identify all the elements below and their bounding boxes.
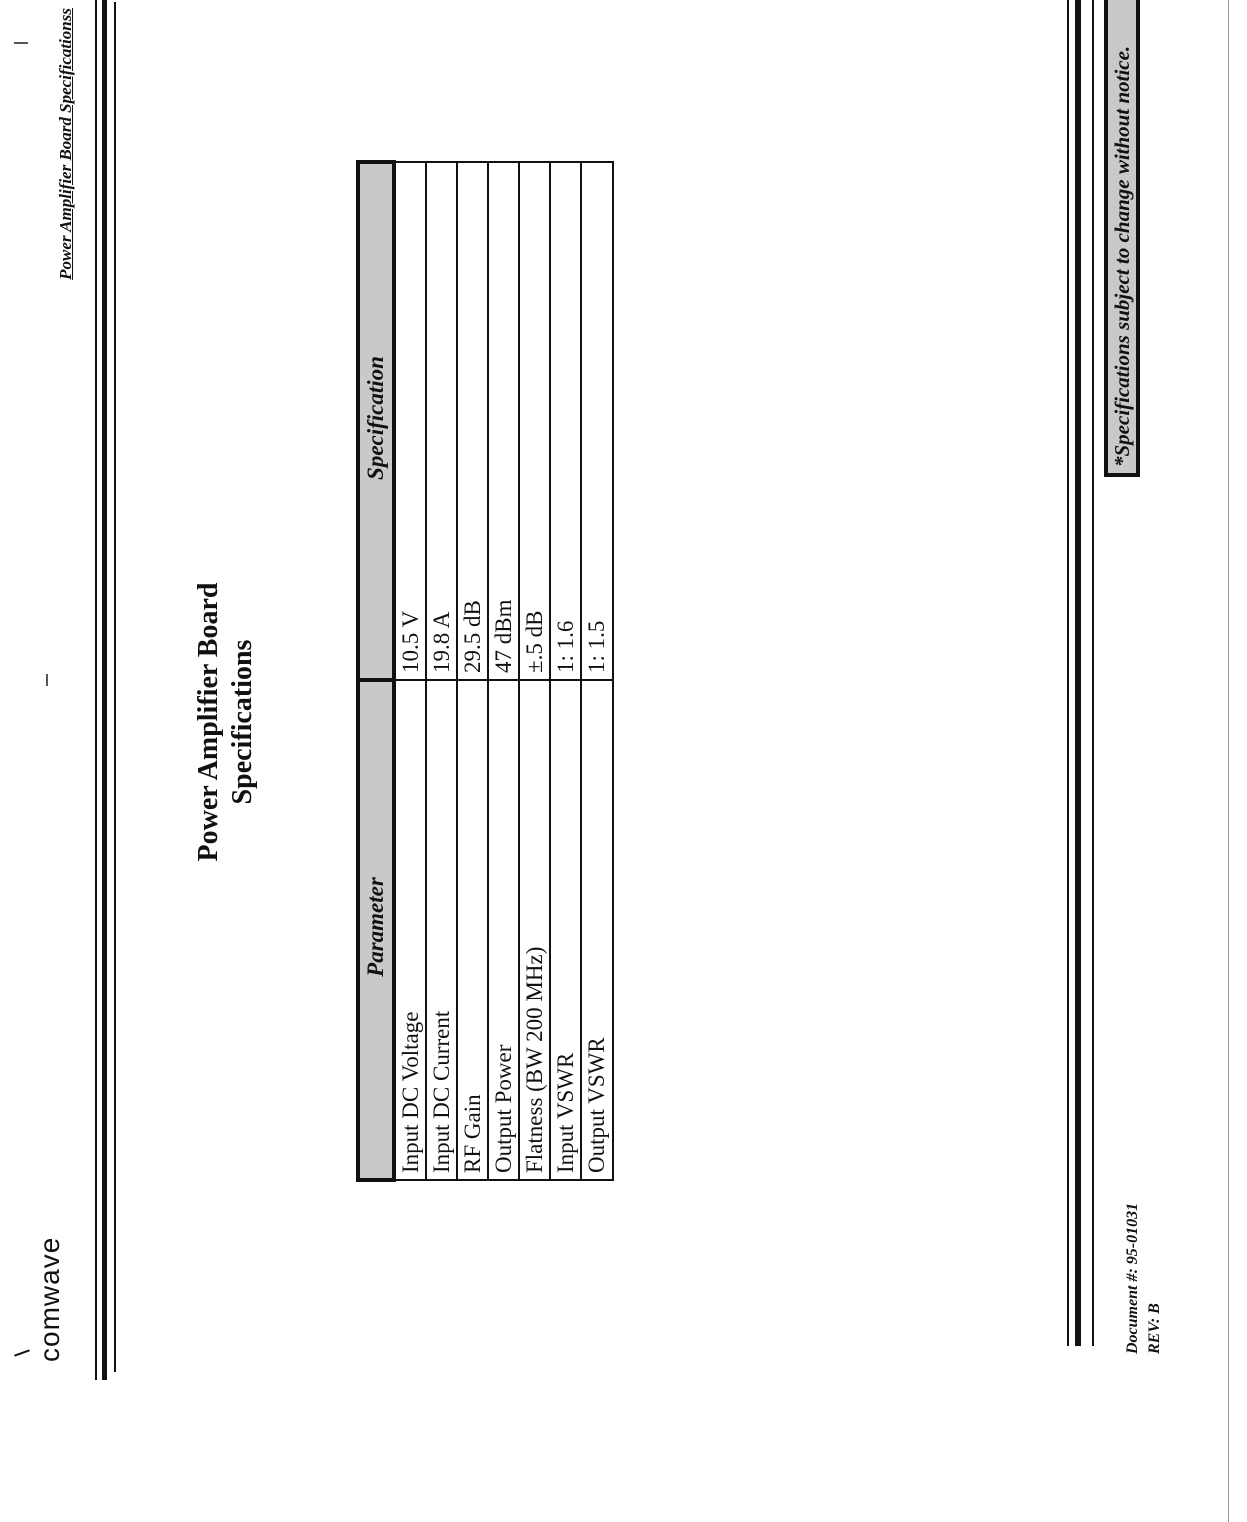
logo-tick-mark (14, 1349, 30, 1356)
parameter-cell: Flatness (BW 200 MHz) (519, 680, 550, 1180)
table-row (550, 162, 581, 1180)
logo-text: comwave (34, 1236, 65, 1362)
parameter-cell: Output Power (488, 680, 519, 1180)
column-header-specification: Specification (358, 162, 394, 680)
specification-cell: 29.5 dB (457, 162, 488, 680)
table-row (457, 162, 488, 1180)
table-row (581, 162, 613, 1180)
header-document-title: Power Amplifier Board Specificationss (56, 8, 75, 280)
header-rule-thick (102, 0, 107, 1380)
footer-rule-thin-bottom (1092, 0, 1094, 1346)
page-title-line2: Specifications (227, 639, 258, 805)
parameter-cell: Input DC Current (426, 680, 457, 1180)
specification-cell: 19.8 A (426, 162, 457, 680)
page-title (192, 322, 260, 1122)
page-title-line1: Power Amplifier Board (193, 582, 224, 862)
parameter-cell: Input DC Voltage (394, 680, 426, 1180)
header-rule-thin-top (95, 0, 97, 1380)
footer-rule-thick (1075, 0, 1081, 1346)
specification-cell: 1: 1.6 (550, 162, 581, 680)
parameter-cell: Input VSWR (550, 680, 581, 1180)
revision-label: REV: B (1146, 1303, 1163, 1354)
table-row (394, 162, 426, 1180)
scan-speck (46, 674, 48, 686)
specifications-table (356, 160, 614, 1182)
scan-speck (14, 42, 28, 44)
parameter-cell: Output VSWR (581, 680, 613, 1180)
scan-edge-line (1228, 0, 1229, 1522)
column-header-parameter: Parameter (358, 680, 394, 1180)
footer-rule-thin-top (1067, 0, 1069, 1346)
company-logo (34, 1237, 66, 1362)
specification-cell: ±.5 dB (519, 162, 550, 680)
header-rule-thin-bottom (114, 2, 116, 1372)
specification-cell: 1: 1.5 (581, 162, 613, 680)
specification-cell: 10.5 V (394, 162, 426, 680)
change-notice-box: *Specifications subject to change without notice. (1104, 0, 1140, 477)
document-number: Document #: 95-01031 (1124, 1202, 1141, 1354)
table-row (519, 162, 550, 1180)
document-info (1122, 1203, 1166, 1354)
table-row (426, 162, 457, 1180)
specification-cell: 47 dBm (488, 162, 519, 680)
table-header-row (358, 162, 394, 1180)
parameter-cell: RF Gain (457, 680, 488, 1180)
table-row (488, 162, 519, 1180)
